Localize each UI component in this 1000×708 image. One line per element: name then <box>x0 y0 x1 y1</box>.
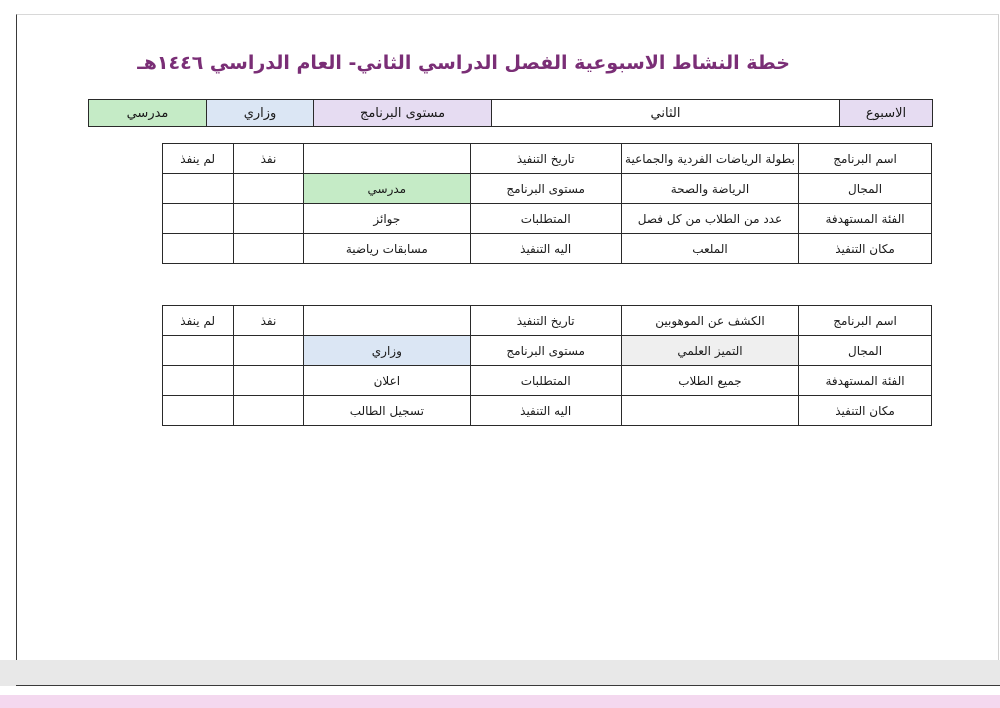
program-level-value: مدرسي <box>304 174 470 204</box>
program-row-name <box>89 306 932 336</box>
week-label: الاسبوع <box>840 100 933 127</box>
requirements-label: المتطلبات <box>470 366 621 396</box>
field-label: المجال <box>799 336 932 366</box>
mechanism-value: تسجيل الطالب <box>304 396 470 426</box>
program-table-1 <box>88 143 932 264</box>
not-executed-label: لم ينفذ <box>162 144 233 174</box>
pink-strip <box>0 695 1000 708</box>
location-value: الملعب <box>621 234 798 264</box>
program-row-location <box>89 234 932 264</box>
not-executed-cell <box>162 204 233 234</box>
execution-date-label: تاريخ التنفيذ <box>470 144 621 174</box>
location-label: مكان التنفيذ <box>799 396 932 426</box>
page-title: خطة النشاط الاسبوعية الفصل الدراسي الثاني- العام الدراسي ١٤٤٦هـ <box>137 52 790 74</box>
program-row-location <box>89 396 932 426</box>
field-label: المجال <box>799 174 932 204</box>
program-row-target <box>89 366 932 396</box>
target-group-value: عدد من الطلاب من كل فصل <box>621 204 798 234</box>
week-header-row <box>89 100 933 127</box>
field-value: التميز العلمي <box>621 336 798 366</box>
program-level-label: مستوى البرنامج <box>470 336 621 366</box>
ministerial-level: وزاري <box>207 100 314 127</box>
program-name-label: اسم البرنامج <box>799 144 932 174</box>
footer-band <box>0 660 1000 686</box>
target-group-label: الفئة المستهدفة <box>799 204 932 234</box>
mechanism-label: اليه التنفيذ <box>470 234 621 264</box>
level-label: مستوى البرنامج <box>314 100 492 127</box>
execution-date-value <box>304 144 470 174</box>
not-executed-cell <box>162 366 233 396</box>
executed-cell <box>233 396 303 426</box>
mechanism-label: اليه التنفيذ <box>470 396 621 426</box>
not-executed-cell <box>162 174 233 204</box>
school-level: مدرسي <box>89 100 207 127</box>
requirements-label: المتطلبات <box>470 204 621 234</box>
executed-label: نفذ <box>233 144 303 174</box>
not-executed-label: لم ينفذ <box>162 306 233 336</box>
location-label: مكان التنفيذ <box>799 234 932 264</box>
executed-cell <box>233 174 303 204</box>
target-group-label: الفئة المستهدفة <box>799 366 932 396</box>
executed-cell <box>233 234 303 264</box>
executed-cell <box>233 366 303 396</box>
execution-date-label: تاريخ التنفيذ <box>470 306 621 336</box>
not-executed-cell <box>162 396 233 426</box>
mechanism-value: مسابقات رياضية <box>304 234 470 264</box>
program-level-label: مستوى البرنامج <box>470 174 621 204</box>
location-value <box>621 396 798 426</box>
not-executed-cell <box>162 234 233 264</box>
execution-date-value <box>304 306 470 336</box>
program-row-field <box>89 174 932 204</box>
executed-cell <box>233 336 303 366</box>
week-header-table <box>88 99 933 127</box>
program-name-value: الكشف عن الموهوبين <box>621 306 798 336</box>
field-value: الرياضة والصحة <box>621 174 798 204</box>
program-row-field <box>89 336 932 366</box>
executed-label: نفذ <box>233 306 303 336</box>
program-row-target <box>89 204 932 234</box>
requirements-value: اعلان <box>304 366 470 396</box>
requirements-value: جوائز <box>304 204 470 234</box>
not-executed-cell <box>162 336 233 366</box>
program-name-label: اسم البرنامج <box>799 306 932 336</box>
target-group-value: جميع الطلاب <box>621 366 798 396</box>
program-level-value: وزاري <box>304 336 470 366</box>
program-table-2 <box>88 305 932 426</box>
program-row-name <box>89 144 932 174</box>
page-bottom-border <box>16 685 1000 686</box>
week-value: الثاني <box>492 100 840 127</box>
program-name-value: بطولة الرياضات الفردية والجماعية <box>621 144 798 174</box>
executed-cell <box>233 204 303 234</box>
